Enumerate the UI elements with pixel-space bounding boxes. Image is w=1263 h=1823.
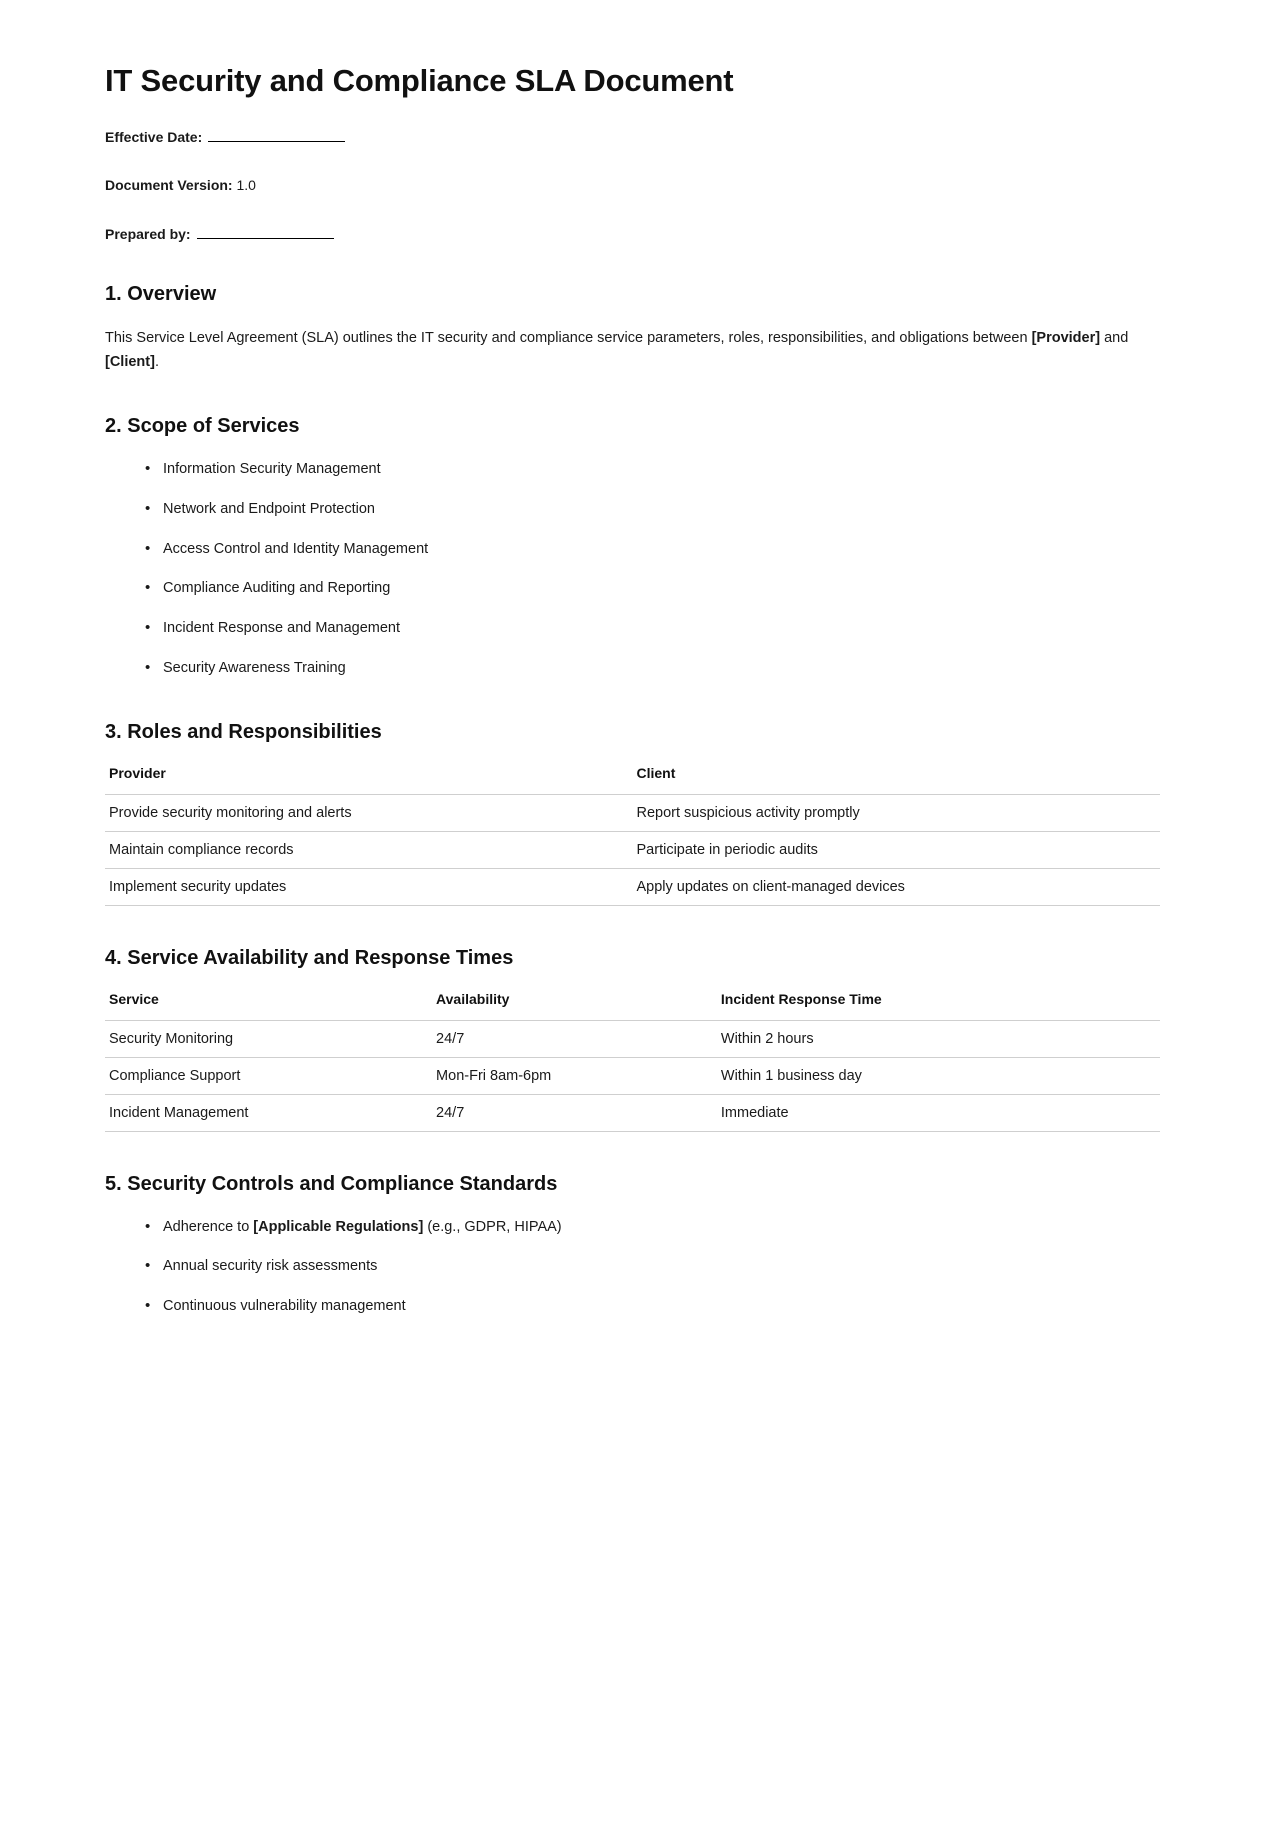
list-item: • Information Security Management <box>163 459 1158 481</box>
meta-value-document-version: 1.0 <box>236 177 256 194</box>
list-item-prefix: Continuous vulnerability management <box>163 1298 406 1315</box>
meta-label-prepared-by: Prepared by: <box>105 225 191 242</box>
list-item-prefix: Adherence to <box>163 1218 254 1235</box>
service-availability-table <box>105 991 1160 1132</box>
table-row <box>105 868 1160 905</box>
table-cell: Provide security monitoring and alerts <box>105 794 633 831</box>
table-cell: Compliance Support <box>105 1057 432 1094</box>
list-item-prefix: Annual security risk assessments <box>163 1258 378 1275</box>
table-header-row <box>105 991 1160 1021</box>
overview-conjunction: and <box>1100 330 1129 347</box>
table-cell: Apply updates on client-managed devices <box>633 868 1161 905</box>
list-item <box>163 1256 1158 1278</box>
table-cell: Mon-Fri 8am-6pm <box>432 1057 717 1094</box>
list-item: • Access Control and Identity Management <box>163 539 1158 561</box>
table-cell: 24/7 <box>432 1020 717 1057</box>
list-item-suffix: (e.g., GDPR, HIPAA) <box>423 1218 562 1235</box>
overview-client-placeholder: [Client] <box>105 353 155 370</box>
table-row <box>105 794 1160 831</box>
table-cell: Within 2 hours <box>717 1020 1160 1057</box>
table-row <box>105 1094 1160 1131</box>
list-item <box>163 1217 1158 1239</box>
list-item: • Incident Response and Management <box>163 618 1158 640</box>
roles-responsibilities-table <box>105 765 1160 906</box>
list-item: • Security Awareness Training <box>163 658 1158 680</box>
list-item: • Network and Endpoint Protection <box>163 499 1158 521</box>
section-heading-roles: 3. Roles and Responsibilities <box>105 720 382 743</box>
overview-paragraph <box>105 327 1158 374</box>
table-cell: 24/7 <box>432 1094 717 1131</box>
table-header-row <box>105 765 1160 795</box>
column-header-provider: Provider <box>109 764 166 781</box>
list-item <box>163 1296 1158 1318</box>
meta-effective-date <box>105 127 1158 147</box>
meta-label-document-version: Document Version: <box>105 177 233 194</box>
table-cell: Maintain compliance records <box>105 831 633 868</box>
table-row <box>105 1057 1160 1094</box>
effective-date-blank-field[interactable] <box>208 130 345 142</box>
meta-prepared-by <box>105 224 1158 244</box>
section-heading-overview: 1. Overview <box>105 283 217 306</box>
table-cell: Incident Management <box>105 1094 432 1131</box>
overview-text-end: . <box>154 353 159 370</box>
overview-text-part1: This Service Level Agreement (SLA) outlines the IT security and compliance service parameters, roles, responsibilities, and obligations between <box>105 330 1032 347</box>
section-heading-scope: 2. Scope of Services <box>105 415 300 438</box>
table-cell: Security Monitoring <box>105 1020 432 1057</box>
table-row <box>105 1020 1160 1057</box>
column-header-incident-response-time: Incident Response Time <box>720 990 882 1007</box>
section-heading-availability: 4. Service Availability and Response Times <box>105 946 514 969</box>
table-cell: Participate in periodic audits <box>633 831 1161 868</box>
table-cell: Implement security updates <box>105 868 633 905</box>
applicable-regulations-placeholder: [Applicable Regulations] <box>253 1218 424 1235</box>
meta-document-version <box>105 175 1158 195</box>
overview-provider-placeholder: [Provider] <box>1031 330 1101 347</box>
column-header-service: Service <box>109 990 159 1007</box>
page-title: IT Security and Compliance SLA Document <box>105 63 734 98</box>
section-heading-controls: 5. Security Controls and Compliance Standards <box>105 1172 558 1195</box>
list-item: • Compliance Auditing and Reporting <box>163 578 1158 600</box>
table-cell: Immediate <box>717 1094 1160 1131</box>
table-cell: Within 1 business day <box>717 1057 1160 1094</box>
table-row <box>105 831 1160 868</box>
scope-services-list <box>105 459 1158 680</box>
column-header-availability: Availability <box>436 990 510 1007</box>
column-header-client: Client <box>636 764 676 781</box>
table-cell: Report suspicious activity promptly <box>633 794 1161 831</box>
security-controls-list <box>105 1217 1158 1318</box>
meta-label-effective-date: Effective Date: <box>105 129 203 146</box>
prepared-by-blank-field[interactable] <box>197 227 334 239</box>
